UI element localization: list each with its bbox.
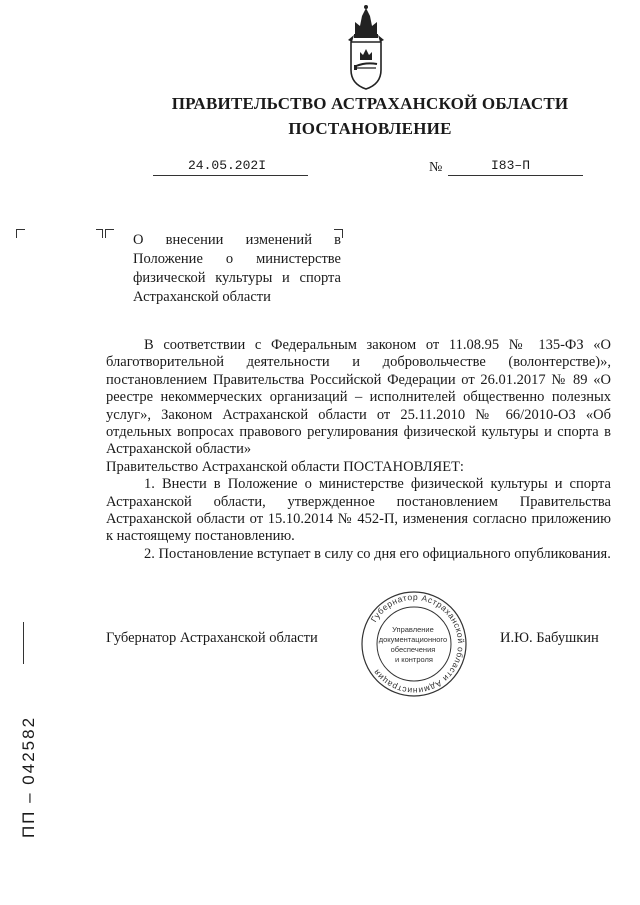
stamp-line-4: и контроля: [394, 655, 434, 664]
item-1-paragraph: 1. Внести в Положение о министерстве физической культуры и спорта Астраханской области, утвержденное постановлением Правительства Астраханской области от 15.10.2014 № 452-П, изменения согласно приложению к настоящему постановлению.: [106, 476, 611, 545]
date-underline: [153, 175, 308, 176]
number-underline: [448, 175, 583, 176]
document-date: 24.05.202I: [188, 158, 267, 173]
document-subject: О внесении изменений в Положение о министерстве физической культуры и спорта Астраханской области: [133, 232, 341, 305]
signer-name: И.Ю. Бабушкин: [500, 630, 599, 646]
signer-position: Губернатор Астраханской области: [106, 630, 318, 646]
margin-rule: [23, 622, 24, 664]
document-body: [106, 337, 611, 563]
item-2-paragraph: 2. Постановление вступает в силу со дня его официального опубликования.: [144, 545, 611, 562]
document-type-title: ПОСТАНОВЛЕНИЕ: [288, 119, 452, 138]
coat-of-arms-emblem: [342, 4, 390, 90]
stamp-ring-text: Губернатор Астраханской области Администрация: [368, 591, 467, 697]
corner-mark-subject-left-2: [105, 229, 114, 238]
organization-title: ПРАВИТЕЛЬСТВО АСТРАХАНСКОЙ ОБЛАСТИ: [171, 94, 569, 113]
stamp-line-3: обеспечения: [390, 645, 436, 654]
serial-number-text: ПП – 042582: [19, 715, 38, 839]
corner-mark-left: [16, 229, 25, 238]
official-stamp: [360, 590, 468, 698]
resolves-line: Правительство Астраханской области ПОСТАНОВЛЯЕТ:: [106, 458, 464, 475]
svg-text:Управление документационно: [379, 625, 450, 664]
stamp-line-2: документационного: [378, 635, 448, 644]
stamp-line-1: Управление: [392, 625, 434, 634]
preamble-paragraph: В соответствии с Федеральным законом от 11.08.95 № 135-ФЗ «О благотворительной деятельности и добровольчестве (волонтерстве)», постановлением Правительства Российской Федерации от 26.01.2017 № 89 «О реестре некоммерческих организаций – исполнителей общественно полезных услуг», Законом Астраханской области от 25.11.2010 № 66/2010-ОЗ «Об отдельных вопросах правового регулирования физической культуры и спорта в Астраханской области»: [106, 337, 611, 458]
serial-number-vertical: [14, 707, 44, 847]
document-number: I83–П: [491, 158, 531, 173]
corner-mark-subject-left: [96, 229, 103, 238]
number-label: №: [429, 160, 443, 175]
